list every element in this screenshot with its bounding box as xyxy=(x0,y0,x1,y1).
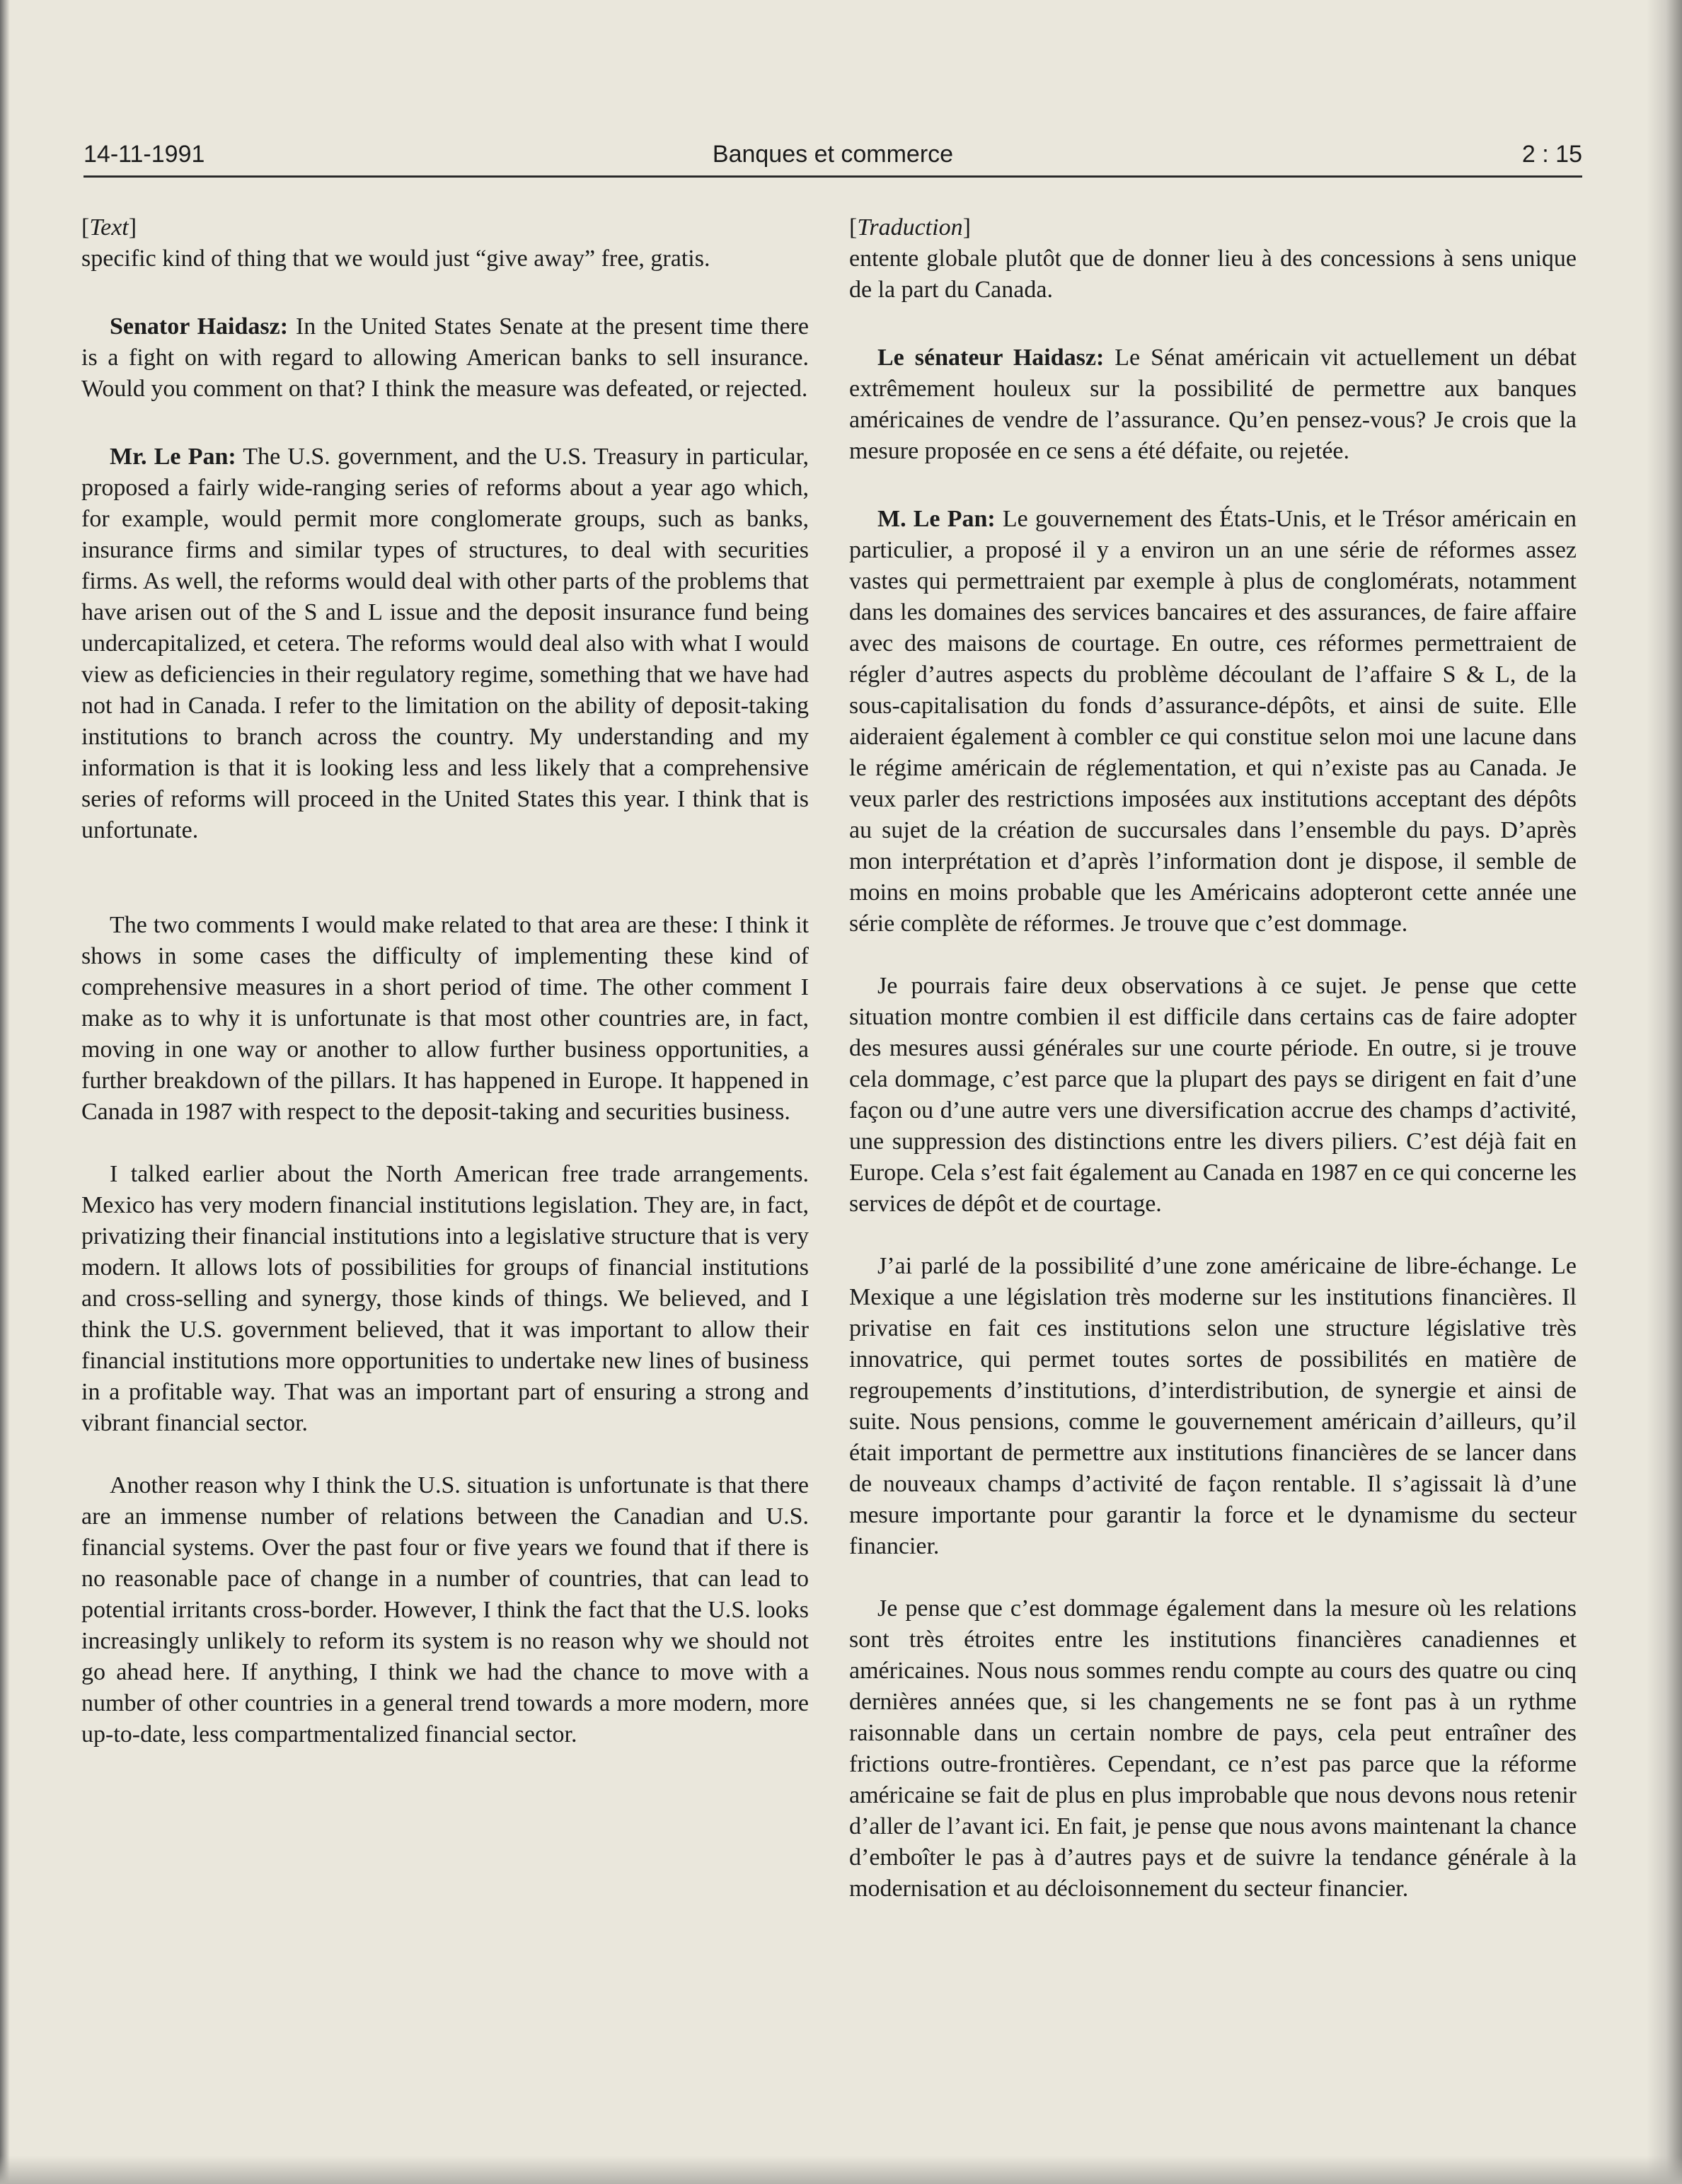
paragraph: Je pourrais faire deux observations à ce sujet. Je pense que cette situation montre combien il est difficile dans certains cas de faire adopter des mesures aussi générales sur une courte période. En outre, si je trouve cela dommage, c’est parce que la plupart des pays se dirigent en fait d’une façon ou d’une autre vers une diversification accrue des champs d’activité, une suppression des distinctions entre les divers piliers. C’est déjà fait en Europe. Cela s’est fait également au Canada en 1987 en ce qui concerne les services de dépôt et de courtage. xyxy=(849,973,1577,1217)
header-date: 14-11-1991 xyxy=(83,141,205,168)
running-header xyxy=(83,140,1582,178)
speaker-name: Senator Haidasz: xyxy=(110,313,289,340)
speaker-name: Mr. Le Pan: xyxy=(110,444,236,470)
speaker-name: Le sénateur Haidasz: xyxy=(877,345,1105,371)
paragraph: J’ai parlé de la possibilité d’une zone américaine de libre-échange. Le Mexique a une législation très moderne sur les institutions financières. Il privatise en fait ces institutions selon une structure législative très innovatrice, qui permet toutes sortes de possibilités en matière de regroupements d’institutions, d’interdistribution, de synergie et ainsi de suite. Nous pensions, comme le gouvernement américain d’ailleurs, qu’il était important de permettre aux institutions financières de se lancer dans de nouveaux champs d’activité de façon rentable. Il s’agissait là d’une mesure importante pour garantir la force et le dynamisme du secteur financier. xyxy=(849,1253,1577,1559)
paragraph: specific kind of thing that we would just “give away” free, gratis. xyxy=(81,245,710,272)
section-label-traduction: [Traduction] xyxy=(849,214,971,241)
paragraph: Another reason why I think the U.S. situation is unfortunate is that there are an immense number of relations between the Canadian and U.S. financial systems. Over the past four or five years we found that if there is no reasonable pace of change in a number of countries, that can lead to potential irritants cross-border. However, I think the fact that the U.S. looks increasingly unlikely to reform its system is no reason why we should not go ahead here. If anything, I think we had the chance to move with a number of other countries in a general trend towards a more modern, more up-to-date, less compartmentalized financial sector. xyxy=(81,1472,809,1747)
paragraph: Senator Haidasz: In the United States Senate at the present time there is a fight on with regard to allowing American banks to sell insurance. Would you comment on that? I think the measure was defeated, or rejected. xyxy=(81,313,809,402)
paragraph: The two comments I would make related to that area are these: I think it shows in some cases the difficulty of implementing these kind of comprehensive measures in a short period of time. The other comment I make as to why it is unfortunate is that most other countries are, in fact, moving in one way or another to allow further business opportunities, a further breakdown of the pillars. It has happened in Europe. It happened in Canada in 1987 with respect to the deposit-taking and securities business. xyxy=(81,912,809,1125)
header-committee: Banques et commerce xyxy=(712,141,954,168)
paragraph: entente globale plutôt que de donner lieu à des concessions à sens unique de la part du Canada. xyxy=(849,245,1577,303)
header-page-number: 2 : 15 xyxy=(1521,141,1582,168)
paragraph: Le sénateur Haidasz: Le Sénat américain vit actuellement un débat extrêmement houleux sur la possibilité de permettre aux banques américaines de vendre de l’assurance. Qu’en pensez-vous? Je crois que la mesure proposée en ce sens a été défaite, ou rejetée. xyxy=(849,345,1577,464)
page-edge-shadow-left xyxy=(0,0,10,2184)
section-label-text: [Text] xyxy=(81,214,137,241)
page-edge-shadow-bottom xyxy=(0,2156,1682,2184)
paragraph: M. Le Pan: Le gouvernement des États-Unis, et le Trésor américain en particulier, a proposé il y a environ un an une série de réformes assez vastes qui permettraient par exemple à plus de conglomérats, notamment dans les domaines des services bancaires et des assurances, de faire affaire avec des maisons de courtage. En outre, ces réformes permettraient de régler d’autres aspects du problème découlant de l’affaire S & L, de la sous-capitalisation du fonds d’assurance-dépôts, et ainsi de suite. Elle aideraient également à combler ce qui constitue selon moi une lacune dans le régime américain de réglementation, et qui n’existe pas au Canada. Je veux parler des restrictions imposées aux institutions acceptant des dépôts au sujet de la création de succursales dans l’ensemble du pays. D’après mon interprétation et d’après l’information dont je dispose, il semble de moins en moins probable que les Américains adopteront cette année une série complète de réformes. Je trouve que c’est dommage. xyxy=(849,506,1577,937)
paragraph: Je pense que c’est dommage également dans la mesure où les relations sont très étroites entre les institutions financières canadiennes et américaines. Nous nous sommes rendu compte au cours des quatre ou cinq dernières années que, si les changements ne se font pas à un rythme raisonnable dans un certain nombre de pays, cela peut entraîner des frictions outre-frontières. Cependant, ce n’est pas parce que la réforme américaine se fait de plus en plus improbable que nous devons nous retenir d’aller de l’avant ici. En fait, je pense que nous avons maintenant la chance d’emboîter le pas à d’autres pays et de suivre la tendance générale à la modernisation et au décloisonnement du secteur financier. xyxy=(849,1595,1577,1902)
speaker-name: M. Le Pan: xyxy=(877,506,996,532)
french-column xyxy=(849,212,1577,1920)
english-column xyxy=(81,212,809,1766)
page-edge-shadow-right xyxy=(1647,0,1682,2184)
paragraph: I talked earlier about the North American free trade arrangements. Mexico has very modern financial institutions legislation. They are, in fact, privatizing their financial institutions into a legislative structure that is very modern. It allows lots of possibilities for groups of financial institutions and cross-selling and synergy, those kinds of things. We believed, and I think the U.S. government believed, that it was important to allow their financial institutions more opportunities to undertake new lines of business in a profitable way. That was an important part of ensuring a strong and vibrant financial sector. xyxy=(81,1161,809,1436)
paragraph: Mr. Le Pan: The U.S. government, and the U.S. Treasury in particular, proposed a fairly wide-ranging series of reforms about a year ago which, for example, would permit more conglomerate groups, such as banks, insurance firms and similar types of structures, to deal with securities firms. As well, the reforms would deal with other parts of the problems that have arisen out of the S and L issue and the deposit insurance fund being undercapitalized, et cetera. The reforms would deal also with what I would view as deficiencies in their regulatory regime, something that we have had not had in Canada. I refer to the limitation on the ability of deposit-taking institutions to branch across the country. My understanding and my information is that it is looking less and less likely that a comprehensive series of reforms will proceed in the United States this year. I think that is unfortunate. xyxy=(81,444,809,843)
